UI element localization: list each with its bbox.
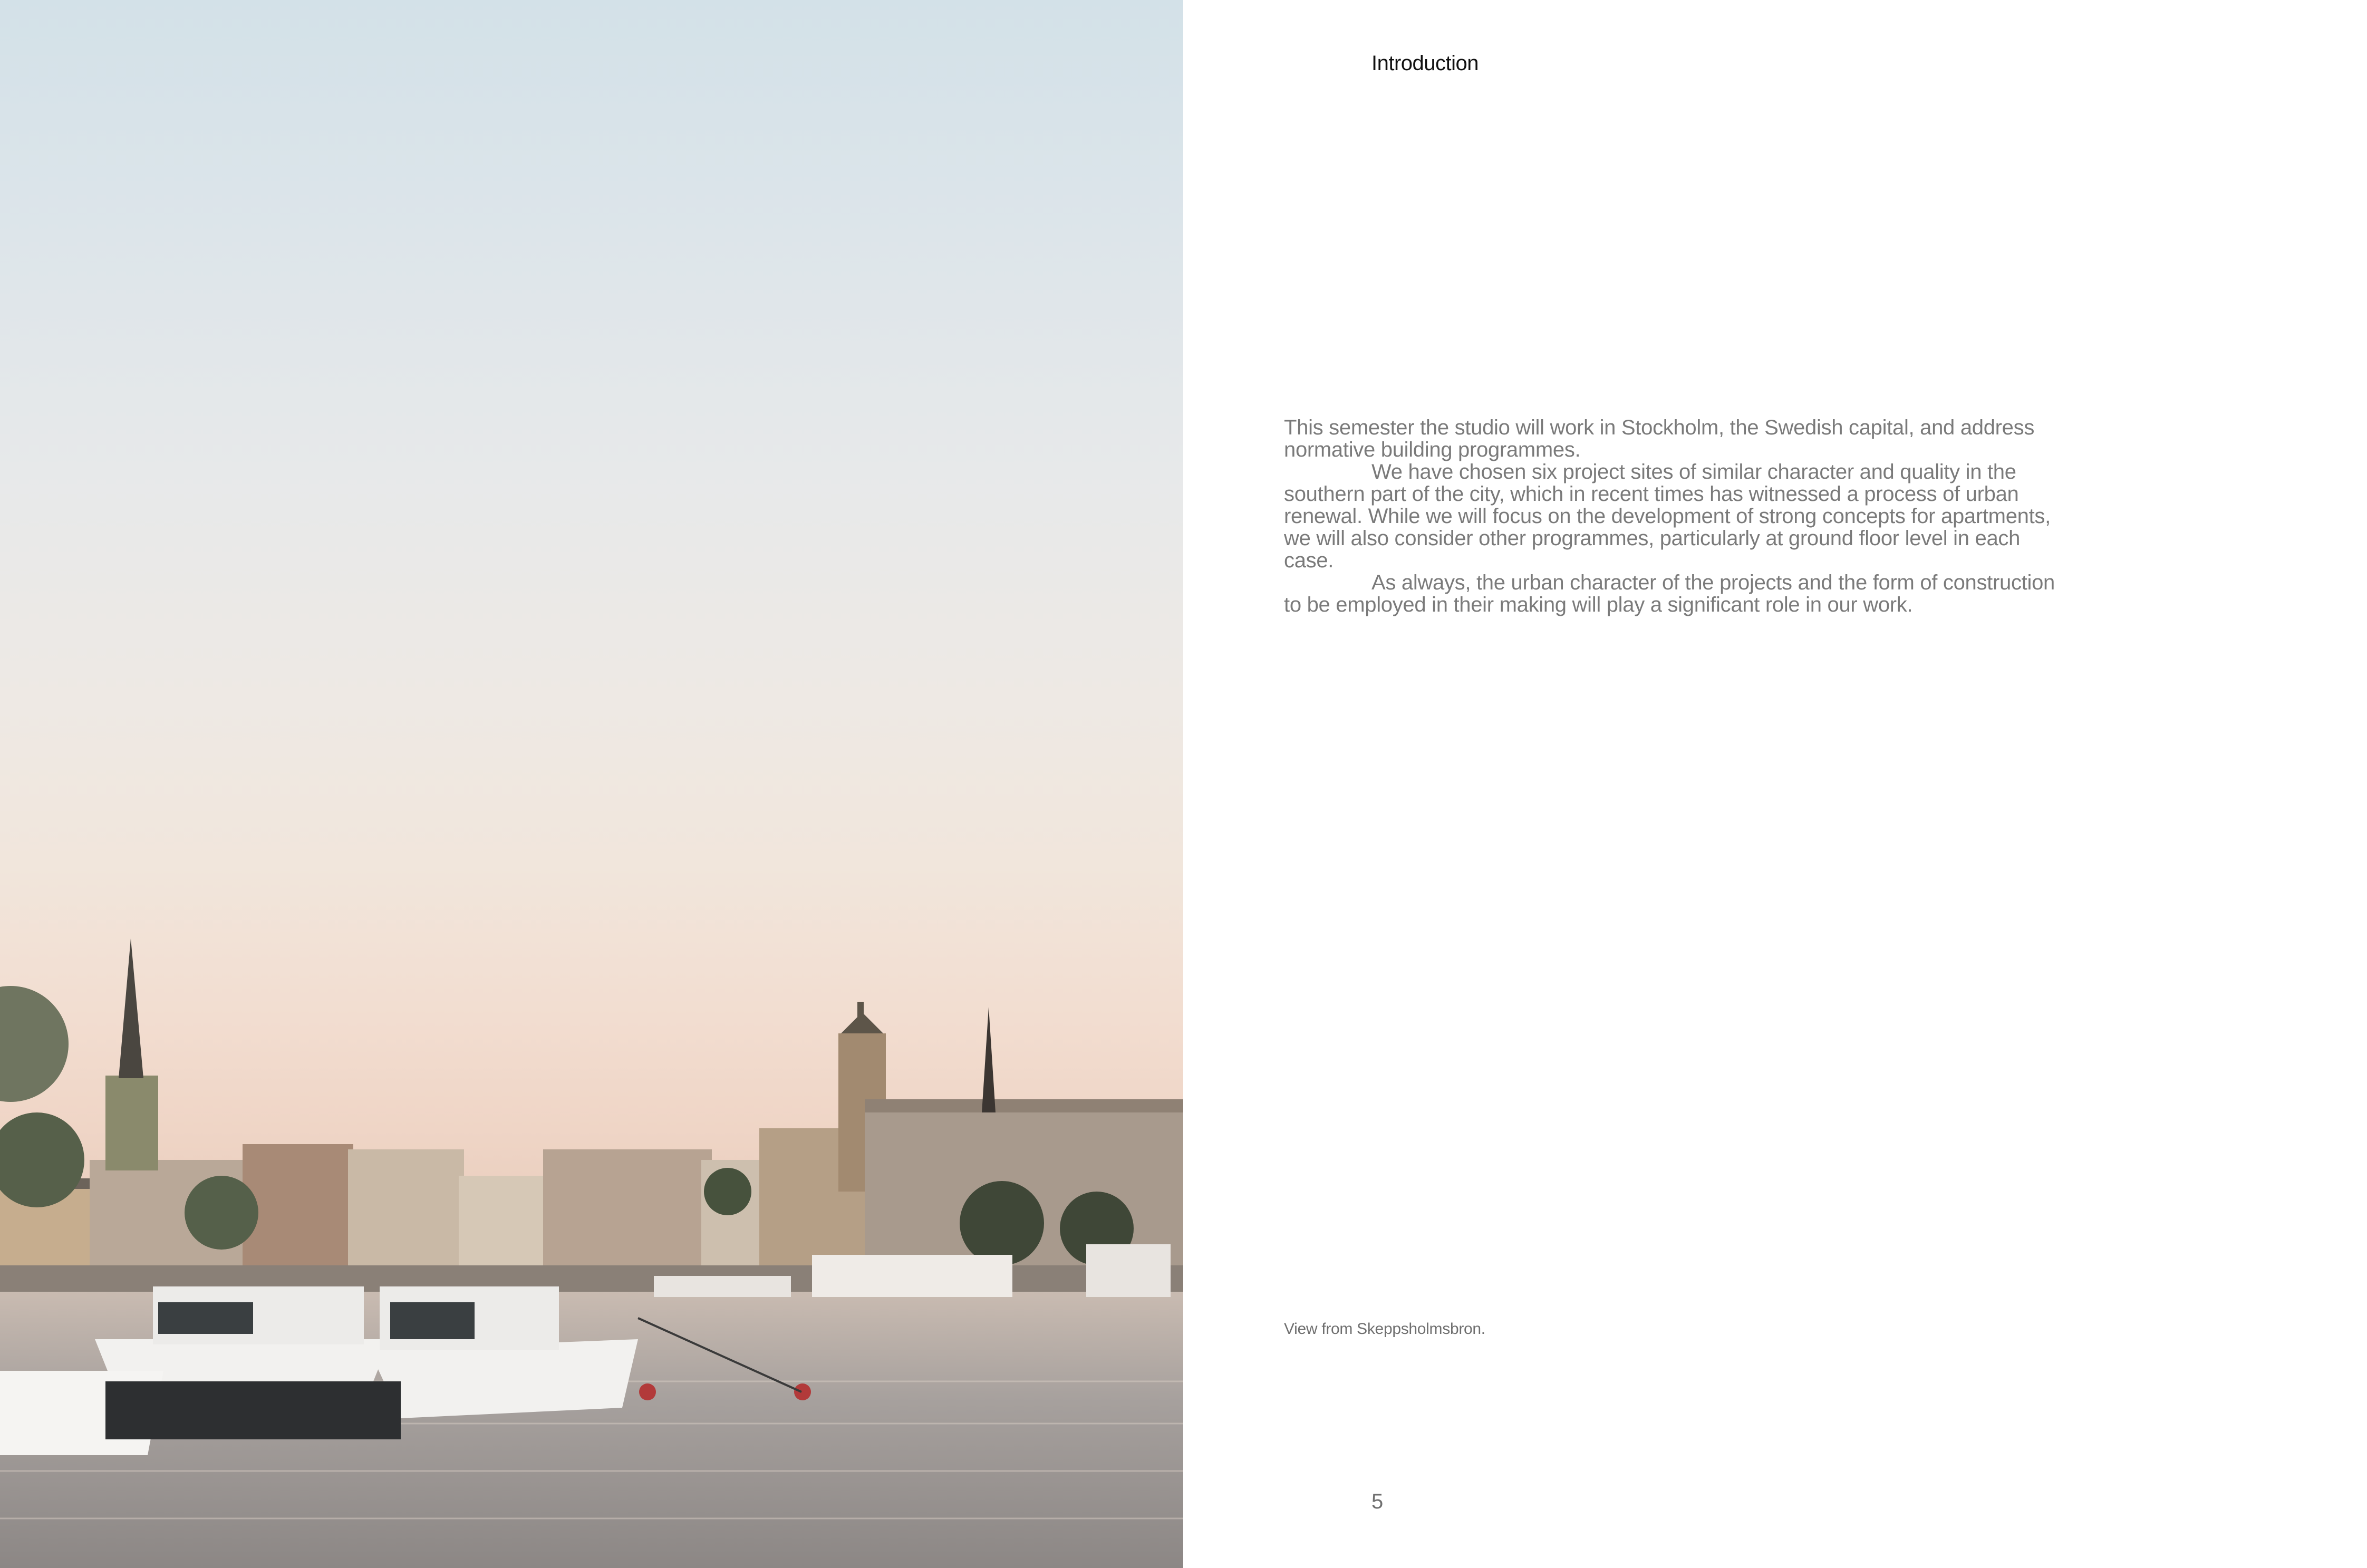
stockholm-harbour-photo	[0, 0, 1183, 1568]
paragraph-1: This semester the studio will work in Stockholm, the Swedish capital, and address normative building programmes.	[1284, 416, 2035, 461]
section-title: Introduction	[1371, 52, 1479, 75]
old-town-buildings	[0, 938, 1183, 1271]
paragraph-3: As always, the urban character of the projects and the form of construction to be employed in their making will play a significant role in our work.	[1284, 571, 2055, 616]
paragraph-2: We have chosen six project sites of similar character and quality in the southern part of the city, which in recent times has witnessed a process of urban renewal. While we will focus on the development of strong concepts for apartments, we will also consider other programmes, particularly at ground floor level in each case.	[1284, 460, 2051, 572]
body-text	[1284, 417, 2064, 616]
page-number: 5	[1371, 1490, 1384, 1513]
stockholm-skyline-photo	[0, 0, 1183, 1568]
photo-caption: View from Skeppsholmsbron.	[1284, 1320, 1485, 1338]
